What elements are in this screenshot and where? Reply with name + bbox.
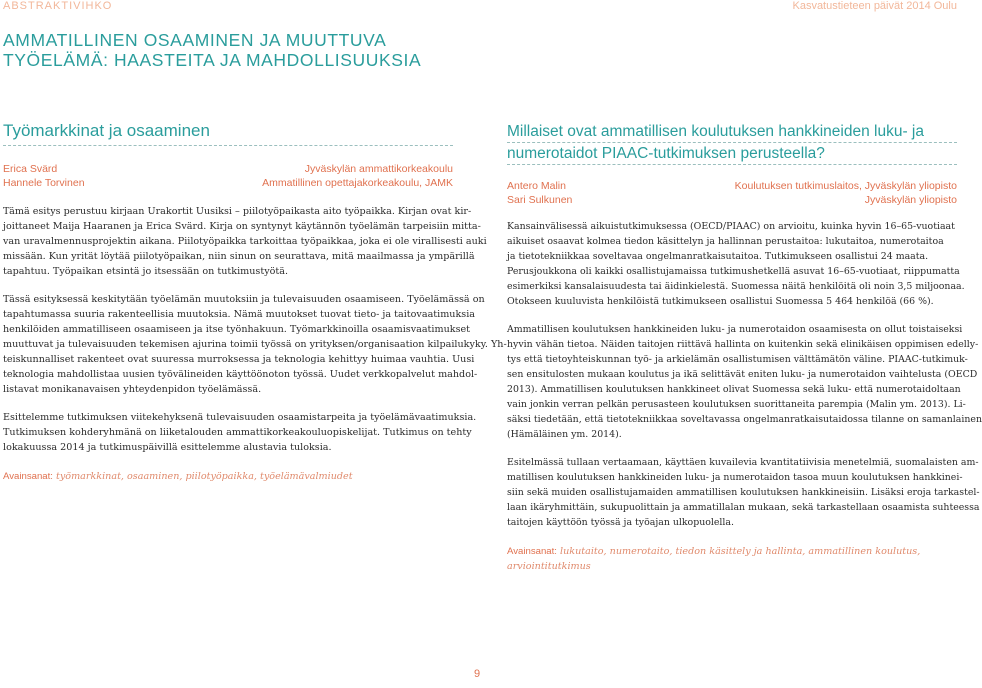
- text-line: teknologia mahdollistaa uusien työvälineiden käyttöönoton työssä. Uudet verkkopalvelut mahdol-: [3, 369, 478, 380]
- author-row: [507, 193, 957, 207]
- keywords-text: työmarkkinat, osaaminen, piilotyöpaikka, työelämävalmiudet: [56, 471, 353, 482]
- header-left-label: ABSTRAKTIVIHKO: [3, 0, 113, 12]
- text-line: Tässä esityksessä keskitytään työelämän muutoksiin ja tulevaisuuden osaamiseen. Työelämässä on: [3, 294, 485, 305]
- text-line: 2013). Ammatillisen koulutuksen hankkineet olivat Suomessa sekä luku- että numerotaidoltaan: [507, 384, 961, 395]
- text-line: van uravalmennusprojektin aikana. Piilotyöpaikka tarkoittaa työpaikkaa, joka ei ole virallisesti auki: [3, 236, 487, 247]
- paragraph: [507, 322, 982, 442]
- right-article-authors: [507, 179, 957, 207]
- right-article-keywords: [507, 544, 957, 574]
- paragraph: [3, 410, 477, 455]
- text-line: säksi tiedetään, että tietotekniikkaa soveltavassa ongelmanratkaisutaidossa tilanne on samanlainen: [507, 414, 982, 425]
- keywords-label: Avainsanat:: [3, 471, 53, 482]
- author-name: Antero Malin: [507, 180, 566, 192]
- left-article-authors: [3, 162, 453, 190]
- author-row: [507, 179, 957, 193]
- section-title-line: TYÖELÄMÄ: HAASTEITA JA MAHDOLLISUUKSIA: [3, 50, 422, 70]
- header-right-label: Kasvatustieteen päivät 2014 Oulu: [792, 0, 957, 12]
- text-line: Tutkimuksen kohderyhmänä on liiketalouden ammattikorkeakouluopiskelijat. Tutkimus on tehty: [3, 427, 472, 438]
- text-line: tys että tietoyhteiskunnan työ- ja arkielämän osallistumisen välttämätön väline. PIAAC-tutkimuk-: [507, 354, 968, 365]
- text-line: Tämä esitys perustuu kirjaan Urakortit Uusiksi – piilotyöpaikasta aito työpaikka. Kirjan ovat kir-: [3, 206, 472, 217]
- author-affiliation: Jyväskylän yliopisto: [864, 194, 957, 206]
- text-line: esimerkiksi kansalaisuudesta tai äidinkielestä. Suomessa näitä henkilöitä oli noin 3,5 miljoonaa.: [507, 281, 965, 292]
- text-line: Otokseen kuuluvista henkilöistä tutkimukseen osallistui Suomessa 5 464 henkilöä (66 %).: [507, 296, 934, 307]
- text-line: (Hämäläinen ym. 2014).: [507, 429, 622, 440]
- author-name: Erica Svärd: [3, 163, 58, 175]
- author-row: [3, 162, 453, 176]
- keywords-label: Avainsanat:: [507, 546, 557, 557]
- title-line: Millaiset ovat ammatillisen koulutuksen hankkineiden luku- ja: [507, 121, 957, 143]
- page-number: 9: [474, 668, 481, 680]
- section-title: [3, 30, 463, 70]
- author-affiliation: Jyväskylän ammattikorkeakoulu: [304, 163, 453, 175]
- left-article-title: Työmarkkinat ja osaaminen: [3, 121, 453, 146]
- right-article: [507, 121, 982, 574]
- text-line: Ammatillisen koulutuksen hankkineiden luku- ja numerotaidon osaamisesta on ollut toistaiseksi: [507, 324, 963, 335]
- author-name: Hannele Torvinen: [3, 177, 85, 189]
- author-affiliation: Ammatillinen opettajakorkeakoulu, JAMK: [262, 177, 453, 189]
- section-title-line: AMMATILLINEN OSAAMINEN JA MUUTTUVA: [3, 30, 387, 50]
- keywords-text: lukutaito, numerotaito, tiedon käsittely ja hallinta, ammatillinen koulutus,: [560, 546, 921, 557]
- text-line: listavat monikanavaisen yhteydenpidon työelämässä.: [3, 384, 262, 395]
- paragraph: [507, 455, 980, 530]
- paragraph: [3, 204, 487, 279]
- text-line: ja tietotekniikkaa soveltavaa ongelmanratkaisutaitoa. Tutkimukseen osallistui 24 maata.: [507, 251, 929, 262]
- author-row: [3, 176, 453, 190]
- text-line: Esitelmässä tullaan vertaamaan, käyttäen kuvailevia kvantitatiivisia menetelmiä, suomalaisten am-: [507, 457, 979, 468]
- author-affiliation: Koulutuksen tutkimuslaitos, Jyväskylän yliopisto: [734, 180, 957, 192]
- text-line: matillisen koulutuksen hankkineiden luku- ja numerotaidon tasoa muun koulutuksen hankkinei-: [507, 472, 963, 483]
- text-line: tapahtuu. Työpaikan etsintä jo itsessään on tutkimustyötä.: [3, 266, 289, 277]
- paragraph: [507, 219, 965, 309]
- text-line: lokakuussa 2014 ja tutkimuspäivillä esittelemme alustavia tuloksia.: [3, 442, 332, 453]
- text-line: laan ikäryhmittäin, sukupuolittain ja ammatillalan mukaan, sekä tarkastellaan osaamista suhteessa: [507, 502, 980, 513]
- left-article: [3, 121, 507, 484]
- text-line: teiskunnalliset rakenteet ovat suuressa murroksessa ja teknologia kehittyy huimaa vauhtia. Uusi: [3, 354, 475, 365]
- text-line: taitojen käyttöön työssä ja työajan ulkopuolella.: [507, 517, 734, 528]
- text-line: missään. Kun yrität löytää piilotyöpaikan, niin sinun on seurattava, mitä maailmassa ja ympärillä: [3, 251, 475, 262]
- text-line: tapahtumassa suuria rakenteellisia muutoksia. Nämä muutokset tuovat tieto- ja taitovaatimuksia: [3, 309, 476, 320]
- paragraph: [3, 292, 507, 397]
- text-line: siin sekä muiden osallistujamaiden ammatillisen koulutuksen hankkineisiin. Lisäksi eroja tarkastel-: [507, 487, 980, 498]
- text-line: henkilöiden ammatilliseen osaamiseen ja itse työnhakuun. Työmarkkinoilla osaamisvaatimukset: [3, 324, 471, 335]
- author-name: Sari Sulkunen: [507, 194, 573, 206]
- left-article-keywords: [3, 469, 453, 484]
- keywords-line: arviointitutkimus: [507, 561, 591, 572]
- text-line: vain jonkin verran pelkän perusasteen koulutuksen suorittaneita parempia (Malin ym. 2013). Li-: [507, 399, 966, 410]
- text-line: muuttuvat ja tulevaisuuden tekemisen ajurina toimii työssä on yrityksen/organisaation kilpailukyky. Yh-: [3, 339, 507, 350]
- text-line: aikuiset osaavat kolmea tiedon käsittelyn ja hallinnan perustaitoa: lukutaitoa, numerotaitoa: [507, 236, 944, 247]
- text-line: Perusjoukkona oli kaikki osallistujamaissa tutkimushetkellä asuvat 16–65-vuotiaat, riippumatta: [507, 266, 960, 277]
- keywords-text: [507, 559, 957, 574]
- right-article-title: [507, 121, 957, 165]
- text-line: Kansainvälisessä aikuistutkimuksessa (OECD/PIAAC) on arvioitu, kuinka hyvin 16–65-vuotiaat: [507, 221, 955, 232]
- text-line: Esittelemme tutkimuksen viitekehyksenä tulevaisuuden osaamistarpeita ja työelämävaatimuksia.: [3, 412, 477, 423]
- text-line: joittaneet Maija Haaranen ja Erica Svärd. Kirja on syntynyt käytännön työelämän tarpeisiin mitta-: [3, 221, 481, 232]
- title-line: numerotaidot PIAAC-tutkimuksen perusteella?: [507, 143, 957, 165]
- text-line: hyvin vähän tietoa. Näiden taitojen riittävä hallinta on kuitenkin sekä elinikäisen oppimisen edelly-: [507, 339, 979, 350]
- text-line: sen ensitulosten mukaan koulutus ja ikä selittävät eniten luku- ja numerotaidon vaihtelusta (OECD: [507, 369, 978, 380]
